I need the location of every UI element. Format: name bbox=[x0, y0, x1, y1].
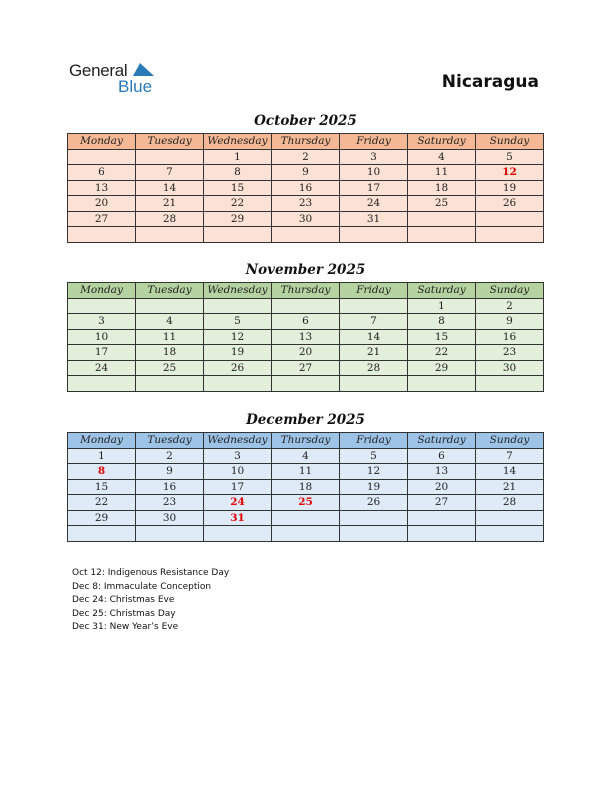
day-cell: 5 bbox=[476, 149, 544, 165]
day-cell: 25 bbox=[408, 196, 476, 212]
empty-cell bbox=[476, 510, 544, 526]
day-cell: 5 bbox=[340, 448, 408, 464]
day-cell: 25 bbox=[272, 495, 340, 511]
empty-cell bbox=[272, 298, 340, 314]
day-cell: 1 bbox=[68, 448, 136, 464]
day-cell: 19 bbox=[340, 479, 408, 495]
holiday-item: Dec 8: Immaculate Conception bbox=[72, 581, 212, 592]
week-row bbox=[68, 495, 544, 511]
holiday-list bbox=[72, 567, 229, 635]
day-cell: 19 bbox=[476, 180, 544, 196]
empty-cell bbox=[68, 149, 136, 165]
weekday-header-friday: Friday bbox=[340, 283, 408, 299]
weekday-header-monday: Monday bbox=[68, 134, 136, 150]
day-cell: 10 bbox=[340, 165, 408, 181]
empty-cell bbox=[204, 526, 272, 542]
weekday-header-friday: Friday bbox=[340, 134, 408, 150]
day-cell: 29 bbox=[408, 360, 476, 376]
logo-triangle-icon bbox=[133, 63, 155, 77]
day-cell: 2 bbox=[476, 298, 544, 314]
empty-cell bbox=[340, 376, 408, 392]
empty-cell bbox=[68, 526, 136, 542]
weekday-header-wednesday: Wednesday bbox=[204, 283, 272, 299]
weekday-header-monday: Monday bbox=[68, 283, 136, 299]
week-row bbox=[68, 345, 544, 361]
day-cell: 26 bbox=[204, 360, 272, 376]
week-row bbox=[68, 314, 544, 330]
logo-text-blue: Blue bbox=[118, 77, 153, 96]
weekday-header-sunday: Sunday bbox=[476, 283, 544, 299]
empty-cell bbox=[204, 227, 272, 243]
weekday-header-wednesday: Wednesday bbox=[204, 433, 272, 449]
weekday-header-sunday: Sunday bbox=[476, 433, 544, 449]
day-cell: 3 bbox=[204, 448, 272, 464]
day-cell: 24 bbox=[68, 360, 136, 376]
weekday-header-tuesday: Tuesday bbox=[136, 134, 204, 150]
week-row bbox=[68, 227, 544, 243]
weekday-header-tuesday: Tuesday bbox=[136, 283, 204, 299]
day-cell: 12 bbox=[476, 165, 544, 181]
day-cell: 3 bbox=[340, 149, 408, 165]
empty-cell bbox=[136, 376, 204, 392]
day-cell: 13 bbox=[408, 464, 476, 480]
day-cell: 16 bbox=[476, 329, 544, 345]
weekday-header-saturday: Saturday bbox=[408, 283, 476, 299]
empty-cell bbox=[204, 376, 272, 392]
week-row bbox=[68, 376, 544, 392]
weekday-header-tuesday: Tuesday bbox=[136, 433, 204, 449]
empty-cell bbox=[136, 149, 204, 165]
day-cell: 20 bbox=[272, 345, 340, 361]
day-cell: 9 bbox=[136, 464, 204, 480]
day-cell: 9 bbox=[272, 165, 340, 181]
day-cell: 16 bbox=[272, 180, 340, 196]
day-cell: 21 bbox=[476, 479, 544, 495]
day-cell: 18 bbox=[408, 180, 476, 196]
empty-cell bbox=[68, 227, 136, 243]
day-cell: 22 bbox=[408, 345, 476, 361]
week-row bbox=[68, 448, 544, 464]
weekday-header-monday: Monday bbox=[68, 433, 136, 449]
day-cell: 23 bbox=[272, 196, 340, 212]
day-cell: 15 bbox=[68, 479, 136, 495]
week-row bbox=[68, 211, 544, 227]
empty-cell bbox=[340, 526, 408, 542]
empty-cell bbox=[476, 211, 544, 227]
week-row bbox=[68, 329, 544, 345]
calendar-body bbox=[68, 298, 544, 391]
weekday-header-thursday: Thursday bbox=[272, 134, 340, 150]
day-cell: 8 bbox=[408, 314, 476, 330]
day-cell: 27 bbox=[272, 360, 340, 376]
day-cell: 19 bbox=[204, 345, 272, 361]
holiday-item: Dec 24: Christmas Eve bbox=[72, 595, 175, 605]
day-cell: 31 bbox=[204, 510, 272, 526]
day-cell: 28 bbox=[340, 360, 408, 376]
country-title: Nicaragua bbox=[441, 72, 539, 92]
day-cell: 4 bbox=[408, 149, 476, 165]
day-cell: 14 bbox=[340, 329, 408, 345]
empty-cell bbox=[272, 227, 340, 243]
day-cell: 11 bbox=[408, 165, 476, 181]
day-cell: 7 bbox=[340, 314, 408, 330]
day-cell: 7 bbox=[136, 165, 204, 181]
week-row bbox=[68, 526, 544, 542]
calendar-october bbox=[67, 133, 544, 243]
day-cell: 6 bbox=[272, 314, 340, 330]
empty-cell bbox=[204, 298, 272, 314]
day-cell: 6 bbox=[68, 165, 136, 181]
weekday-header-saturday: Saturday bbox=[408, 433, 476, 449]
empty-cell bbox=[340, 227, 408, 243]
day-cell: 15 bbox=[408, 329, 476, 345]
day-cell: 17 bbox=[68, 345, 136, 361]
day-cell: 21 bbox=[136, 196, 204, 212]
weekday-header-row bbox=[68, 433, 544, 449]
day-cell: 25 bbox=[136, 360, 204, 376]
weekday-header-thursday: Thursday bbox=[272, 283, 340, 299]
day-cell: 20 bbox=[408, 479, 476, 495]
empty-cell bbox=[408, 227, 476, 243]
empty-cell bbox=[408, 211, 476, 227]
holiday-item: Oct 12: Indigenous Resistance Day bbox=[72, 568, 230, 578]
day-cell: 17 bbox=[204, 479, 272, 495]
weekday-header-wednesday: Wednesday bbox=[204, 134, 272, 150]
empty-cell bbox=[136, 526, 204, 542]
day-cell: 15 bbox=[204, 180, 272, 196]
day-cell: 16 bbox=[136, 479, 204, 495]
empty-cell bbox=[272, 376, 340, 392]
month-title-december: December 2025 bbox=[246, 412, 365, 428]
day-cell: 8 bbox=[204, 165, 272, 181]
calendar-body bbox=[68, 448, 544, 541]
day-cell: 11 bbox=[136, 329, 204, 345]
empty-cell bbox=[68, 298, 136, 314]
day-cell: 13 bbox=[68, 180, 136, 196]
generalblue-logo bbox=[69, 61, 169, 97]
day-cell: 2 bbox=[272, 149, 340, 165]
weekday-header-row bbox=[68, 283, 544, 299]
weekday-header-sunday: Sunday bbox=[476, 134, 544, 150]
day-cell: 23 bbox=[476, 345, 544, 361]
empty-cell bbox=[68, 376, 136, 392]
day-cell: 22 bbox=[68, 495, 136, 511]
empty-cell bbox=[408, 526, 476, 542]
day-cell: 28 bbox=[476, 495, 544, 511]
day-cell: 27 bbox=[408, 495, 476, 511]
day-cell: 18 bbox=[272, 479, 340, 495]
day-cell: 28 bbox=[136, 211, 204, 227]
weekday-header-thursday: Thursday bbox=[272, 433, 340, 449]
empty-cell bbox=[340, 298, 408, 314]
week-row bbox=[68, 196, 544, 212]
calendar-december bbox=[67, 432, 544, 542]
day-cell: 30 bbox=[136, 510, 204, 526]
day-cell: 8 bbox=[68, 464, 136, 480]
day-cell: 5 bbox=[204, 314, 272, 330]
holiday-item: Dec 25: Christmas Day bbox=[72, 608, 176, 619]
day-cell: 31 bbox=[340, 211, 408, 227]
day-cell: 12 bbox=[340, 464, 408, 480]
month-title-november: November 2025 bbox=[245, 262, 366, 278]
weekday-header-friday: Friday bbox=[340, 433, 408, 449]
calendar-body bbox=[68, 149, 544, 242]
day-cell: 10 bbox=[68, 329, 136, 345]
empty-cell bbox=[476, 526, 544, 542]
day-cell: 20 bbox=[68, 196, 136, 212]
day-cell: 10 bbox=[204, 464, 272, 480]
week-row bbox=[68, 165, 544, 181]
day-cell: 24 bbox=[340, 196, 408, 212]
day-cell: 13 bbox=[272, 329, 340, 345]
day-cell: 27 bbox=[68, 211, 136, 227]
logo-text-general: General bbox=[69, 61, 128, 80]
day-cell: 23 bbox=[136, 495, 204, 511]
week-row bbox=[68, 149, 544, 165]
empty-cell bbox=[136, 298, 204, 314]
day-cell: 4 bbox=[272, 448, 340, 464]
empty-cell bbox=[476, 376, 544, 392]
day-cell: 6 bbox=[408, 448, 476, 464]
empty-cell bbox=[272, 510, 340, 526]
week-row bbox=[68, 464, 544, 480]
empty-cell bbox=[408, 376, 476, 392]
day-cell: 11 bbox=[272, 464, 340, 480]
day-cell: 9 bbox=[476, 314, 544, 330]
calendar-november bbox=[67, 282, 544, 392]
week-row bbox=[68, 298, 544, 314]
day-cell: 29 bbox=[204, 211, 272, 227]
day-cell: 14 bbox=[136, 180, 204, 196]
day-cell: 29 bbox=[68, 510, 136, 526]
empty-cell bbox=[272, 526, 340, 542]
day-cell: 4 bbox=[136, 314, 204, 330]
day-cell: 1 bbox=[408, 298, 476, 314]
day-cell: 30 bbox=[476, 360, 544, 376]
empty-cell bbox=[340, 510, 408, 526]
week-row bbox=[68, 479, 544, 495]
day-cell: 21 bbox=[340, 345, 408, 361]
day-cell: 2 bbox=[136, 448, 204, 464]
holiday-item: Dec 31: New Year’s Eve bbox=[72, 622, 179, 632]
weekday-header-row bbox=[68, 134, 544, 150]
day-cell: 12 bbox=[204, 329, 272, 345]
week-row bbox=[68, 360, 544, 376]
day-cell: 26 bbox=[340, 495, 408, 511]
day-cell: 3 bbox=[68, 314, 136, 330]
day-cell: 18 bbox=[136, 345, 204, 361]
empty-cell bbox=[476, 227, 544, 243]
day-cell: 7 bbox=[476, 448, 544, 464]
day-cell: 26 bbox=[476, 196, 544, 212]
day-cell: 22 bbox=[204, 196, 272, 212]
day-cell: 17 bbox=[340, 180, 408, 196]
month-title-october: October 2025 bbox=[254, 113, 357, 129]
empty-cell bbox=[408, 510, 476, 526]
week-row bbox=[68, 510, 544, 526]
day-cell: 30 bbox=[272, 211, 340, 227]
week-row bbox=[68, 180, 544, 196]
day-cell: 14 bbox=[476, 464, 544, 480]
empty-cell bbox=[136, 227, 204, 243]
day-cell: 1 bbox=[204, 149, 272, 165]
weekday-header-saturday: Saturday bbox=[408, 134, 476, 150]
day-cell: 24 bbox=[204, 495, 272, 511]
